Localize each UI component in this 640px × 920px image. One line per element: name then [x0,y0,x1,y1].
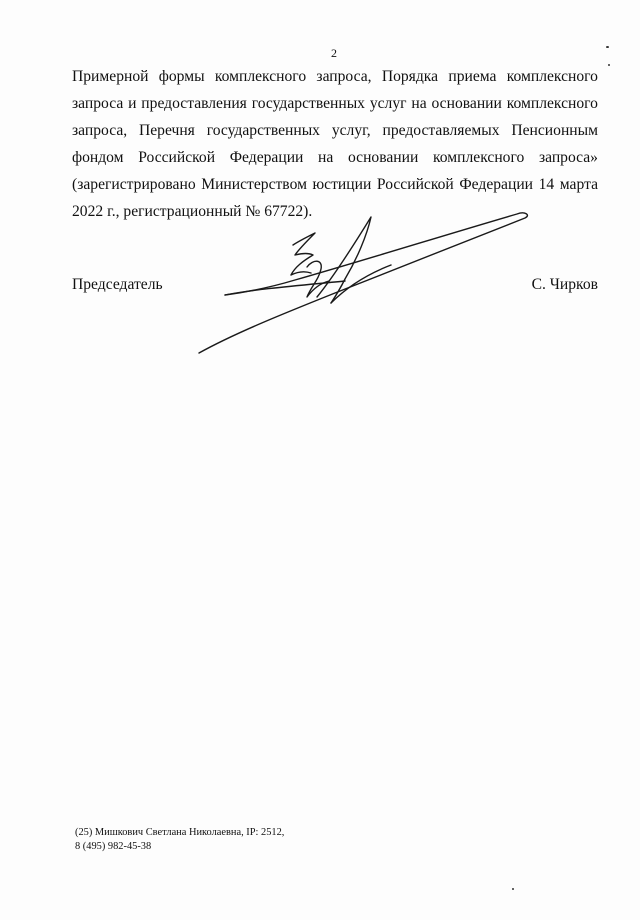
body-word: Пенсионным [511,122,598,139]
body-word: на [411,95,427,112]
body-word: комплексного [433,149,525,166]
body-word: запроса, [316,68,372,85]
body-line [72,63,598,90]
body-word: Российской [376,176,454,193]
body-word: предоставления [141,95,247,112]
page-number: 2 [331,46,337,60]
executor-footer [75,826,284,854]
signer-name: С. Чирков [531,276,598,293]
body-word: запроса, [72,122,128,139]
body-word: запроса» [538,149,598,166]
body-word: услуг [369,95,407,112]
body-word: (зарегистрировано [72,176,196,193]
body-word: комплексного [214,68,307,85]
body-line [72,117,598,144]
body-word: юстиции [312,176,372,193]
body-word: фондом [72,149,124,166]
body-word: Перечня [138,122,195,139]
body-word: Федерации [459,176,534,193]
body-word: государственных [206,122,320,139]
body-word: приема [448,68,497,85]
body-word: Порядка [381,68,439,85]
body-word: государственных [251,95,365,112]
body-word: основании [431,95,502,112]
scan-speck [606,46,609,48]
body-word: услуг, [331,122,371,139]
body-line [72,171,598,198]
body-word: марта [559,176,598,193]
body-line-last: 2022 г., регистрационный № 67722). [72,203,313,220]
body-paragraph [72,63,598,225]
handwritten-signature [195,205,535,365]
body-word: на [318,149,334,166]
body-word: Примерной [72,68,149,85]
body-line [72,144,598,171]
body-word: и [128,95,137,112]
body-word: основании [347,149,419,166]
scan-speck [512,888,514,890]
body-line [72,90,598,117]
body-word: Федерации [229,149,304,166]
body-word: формы [158,68,205,85]
footer-line-2: 8 (495) 982-45-38 [75,841,152,852]
footer-line-1: (25) Мишкович Светлана Николаевна, IP: 2512, [75,827,285,838]
scan-speck [608,64,610,66]
signer-title: Председатель [72,276,163,293]
body-word: Российской [138,149,216,166]
body-word: комплексного [506,95,598,112]
body-word: 14 [538,176,555,193]
body-word: запроса [72,95,124,112]
body-word: Министерством [201,176,307,193]
body-word: комплексного [506,68,598,85]
body-word: предоставляемых [382,122,500,139]
